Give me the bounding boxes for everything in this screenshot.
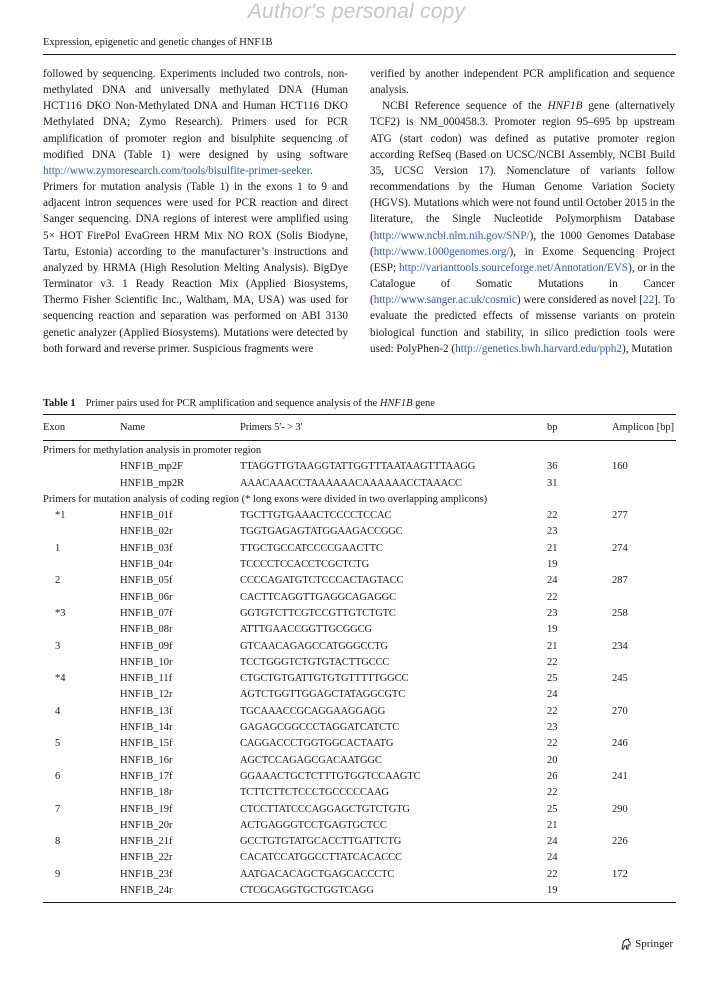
cell-bp: 21 xyxy=(547,819,558,831)
table-row xyxy=(43,736,676,752)
cell-primer: TGCTTGTGAAACTCCCCTCCAC xyxy=(240,510,392,522)
header-primers: Primers 5′- > 3′ xyxy=(240,422,303,433)
cell-name: HNF1B_20r xyxy=(120,819,173,831)
table-caption xyxy=(43,398,435,409)
ncbi-snp-link[interactable]: http://www.ncbi.nlm.nih.gov/SNP/ xyxy=(373,229,530,242)
cell-primer: GTCAACAGAGCCATGGGCCTG xyxy=(240,640,388,652)
cell-primer: CTGCTGTGATTGTGTGTTTTTGGCC xyxy=(240,673,409,685)
cell-exon: 3 xyxy=(55,640,61,652)
cell-name: HNF1B_03f xyxy=(120,542,173,554)
table-row xyxy=(43,883,676,899)
cell-bp: 23 xyxy=(547,722,558,734)
table-row xyxy=(43,671,676,687)
header-amplicon: Amplicon [bp] xyxy=(612,422,675,433)
cell-bp: 22 xyxy=(547,868,558,880)
table-row xyxy=(43,655,676,671)
cell-bp: 22 xyxy=(547,738,558,750)
cell-name: HNF1B_14r xyxy=(120,722,173,734)
cell-amplicon: 226 xyxy=(612,836,628,848)
watermark: Author's personal copy xyxy=(247,0,466,23)
cell-exon: 9 xyxy=(55,868,61,880)
table-bottom-rule xyxy=(43,902,676,903)
cell-exon: *1 xyxy=(55,510,66,522)
cell-bp: 22 xyxy=(547,656,558,668)
cell-name: HNF1B_06r xyxy=(120,591,173,603)
cell-name: HNF1B_21f xyxy=(120,836,173,848)
cell-bp: 19 xyxy=(547,559,558,571)
cell-bp: 22 xyxy=(547,705,558,717)
table-row xyxy=(43,524,676,540)
caption-gene: HNF1B xyxy=(379,398,413,409)
cell-exon: 7 xyxy=(55,803,61,815)
cell-primer: TCCCCTCCACCTCGCTCTG xyxy=(240,559,370,571)
cell-bp: 24 xyxy=(547,836,558,848)
cell-primer: TCCTGGGTCTGTGTACTTGCCC xyxy=(240,656,390,668)
table-row xyxy=(43,606,676,622)
table-row xyxy=(43,590,676,606)
cell-name: HNF1B_16r xyxy=(120,754,173,766)
table-row xyxy=(43,687,676,703)
table-top-rule xyxy=(43,414,676,415)
cell-name: HNF1B_24r xyxy=(120,885,173,897)
cell-primer: TTAGGTTGTAAGGTATTGGTTTAATAAGTTTAAGG xyxy=(240,461,476,473)
cell-amplicon: 274 xyxy=(612,542,628,554)
cell-name: HNF1B_04r xyxy=(120,559,173,571)
header-rule xyxy=(43,440,676,441)
cell-bp: 21 xyxy=(547,542,558,554)
table-row xyxy=(43,785,676,801)
right-paragraph-1: verified by another independent PCR amplification and sequence analysis. xyxy=(370,68,675,97)
cell-name: HNF1B_05f xyxy=(120,575,173,587)
table-row xyxy=(43,753,676,769)
right-column xyxy=(370,66,675,357)
cell-primer: GAGAGCGGCCCTAGGATCATCTC xyxy=(240,722,400,734)
cell-name: HNF1B_22r xyxy=(120,852,173,864)
cell-exon: 4 xyxy=(55,705,61,717)
text-run: NCBI Reference sequence of the xyxy=(382,100,548,113)
varianttools-link[interactable]: http://varianttools.sourceforge.net/Annotation/EVS xyxy=(399,261,629,274)
text-run: ), the 1000 Genomes Database ( xyxy=(370,229,675,258)
publisher-name: Springer xyxy=(635,938,673,950)
table-row xyxy=(43,557,676,573)
header-exon: Exon xyxy=(43,422,66,433)
cell-exon: 2 xyxy=(55,575,61,587)
text-run: . Primers for mutation analysis (Table 1) in the exons 1 to 9 and adjacent intron sequences were used for PCR reaction and direct Sanger sequencing. DNA regions of interest were amplified using 5× HOT FirePol EvaGreen HRM Mix NO ROX (Solis Biodyne, Tartu, Estonia) according to the manufacturer’s instructions and analyzed by HRMA (High Resolution Melting Analysis). BigDye Terminator v3. 1 Ready Reaction Mix (Applied Biosystems, Thermo Fisher Scientific Inc., Waltham, MA, USA) was used for sequencing reaction and separation was performed on ABI 3130 genetic analyzer (Applied Biosystems). Mutations were detected by both forward and reverse primer. Suspicious fragments were xyxy=(43,164,348,355)
cell-bp: 25 xyxy=(547,803,558,815)
cell-primer: CTCCTTATCCCAGGAGCTGTCTGTG xyxy=(240,803,410,815)
cell-amplicon: 172 xyxy=(612,868,628,880)
cell-primer: AGCTCCAGAGCGACAATGGC xyxy=(240,754,382,766)
cell-primer: AATGACACAGCTGAGCACCCTC xyxy=(240,868,395,880)
cell-amplicon: 277 xyxy=(612,510,628,522)
cell-bp: 24 xyxy=(547,575,558,587)
reference-22-link[interactable]: 22 xyxy=(642,294,655,307)
cell-bp: 23 xyxy=(547,526,558,538)
table-row xyxy=(43,459,676,475)
cell-bp: 31 xyxy=(547,477,558,489)
table-row xyxy=(43,476,676,492)
section-label: Primers for methylation analysis in promoter region xyxy=(43,445,262,456)
cell-amplicon: 270 xyxy=(612,705,628,717)
text-run: followed by sequencing. Experiments included two controls, non-methylated DNA and universally methylated DNA (Human HCT116 DKO Non-Methylated DNA and Human HCT116 DKO Methylated DNA; Zymo Research). Primers used for PCR amplification of promoter region and bisulphite sequencing of modified DNA (Table 1) were designed by using software xyxy=(43,68,348,161)
section-mutation xyxy=(43,492,676,508)
text-run: gene (alternatively TCF2) is NM_000458.3. Promoter region 95–695 bp upstream ATG (start codon) was defined as putative promoter region according RefSeq (Based on UCSC/NCBI Assembly, NCBI Build 35, UCSC Version 17). Nomenclature of variants follow recommendations by the Human Genome Variation Society (HGVS). Mutations which were not found until October 2015 in the literature, the Single Nucleotide Polymorphism Database ( xyxy=(370,100,675,242)
text-run: ) were considered as novel [ xyxy=(516,294,643,307)
section-label: Primers for mutation analysis of coding region (* long exons were divided in two overlapping amplicons) xyxy=(43,493,488,505)
cell-amplicon: 287 xyxy=(612,575,628,587)
cell-name: HNF1B_23f xyxy=(120,868,173,880)
text-run: ), in Exome Sequencing Project (ESP; xyxy=(370,245,675,274)
table-row xyxy=(43,818,676,834)
cell-name: HNF1B_15f xyxy=(120,738,173,750)
cell-exon: 8 xyxy=(55,836,61,848)
cell-amplicon: 258 xyxy=(612,607,628,619)
cell-name: HNF1B_13f xyxy=(120,705,173,717)
cell-name: HNF1B_02r xyxy=(120,526,173,538)
cell-name: HNF1B_09f xyxy=(120,640,173,652)
cell-bp: 19 xyxy=(547,885,558,897)
cell-primer: AGTCTGGTTGGAGCTATAGGCGTC xyxy=(240,689,406,701)
table-label: Table 1 xyxy=(43,398,76,409)
cell-name: HNF1B_11f xyxy=(120,673,173,685)
cell-primer: TGGTGAGAGTATGGAAGACCGGC xyxy=(240,526,403,538)
text-run: ), Mutation xyxy=(622,342,673,355)
cell-primer: TGCAAACCGCAGGAAGGAGG xyxy=(240,705,386,717)
cosmic-link[interactable]: http://www.sanger.ac.uk/cosmic xyxy=(373,294,517,307)
methylation-rows xyxy=(43,459,676,492)
section-methylation xyxy=(43,443,676,459)
cell-bp: 22 xyxy=(547,510,558,522)
table-row xyxy=(43,704,676,720)
cell-name: HNF1B_10r xyxy=(120,656,173,668)
caption-text: Primer pairs used for PCR amplification and sequence analysis of the xyxy=(85,398,380,409)
table-row xyxy=(43,834,676,850)
left-column xyxy=(43,66,348,357)
cell-bp: 21 xyxy=(547,640,558,652)
table-row xyxy=(43,508,676,524)
cell-primer: GGTGTCTTCGTCCGTTGTCTGTC xyxy=(240,607,396,619)
cell-primer: TTGCTGCCATCCCCGAACTTC xyxy=(240,542,383,554)
cell-bp: 20 xyxy=(547,754,558,766)
cell-bp: 23 xyxy=(547,607,558,619)
cell-primer: CAGGACCCTGGTGGCACTAATG xyxy=(240,738,394,750)
cell-exon: 6 xyxy=(55,770,61,782)
cell-primer: GGAAACTGCTCTTTGTGGTCCAAGTC xyxy=(240,770,421,782)
table-row xyxy=(43,769,676,785)
cell-bp: 19 xyxy=(547,624,558,636)
table-row xyxy=(43,541,676,557)
cell-amplicon: 246 xyxy=(612,738,628,750)
cell-exon: *3 xyxy=(55,607,66,619)
cell-name: HNF1B_mp2R xyxy=(120,477,185,489)
left-paragraph xyxy=(43,66,348,357)
mutation-rows xyxy=(43,508,676,899)
cell-bp: 22 xyxy=(547,591,558,603)
header-bp: bp xyxy=(547,422,558,433)
cell-bp: 22 xyxy=(547,787,558,799)
cell-amplicon: 160 xyxy=(612,461,628,473)
cell-bp: 24 xyxy=(547,689,558,701)
cell-name: HNF1B_17f xyxy=(120,770,173,782)
primer-table xyxy=(43,418,676,903)
table-row xyxy=(43,802,676,818)
cell-name: HNF1B_01f xyxy=(120,510,173,522)
cell-exon: *4 xyxy=(55,673,66,685)
cell-primer: TCTTCTTCTCCCTGCCCCCAAG xyxy=(240,787,389,799)
table-row xyxy=(43,573,676,589)
cell-primer: GCCTGTGTATGCACCTTGATTCTG xyxy=(240,836,402,848)
cell-primer: ATTTGAACCGGTTGCGGCG xyxy=(240,624,372,636)
polyphen-link[interactable]: http://genetics.bwh.harvard.edu/pph2 xyxy=(455,342,622,355)
gene-name: HNF1B xyxy=(547,100,583,113)
cell-exon: 5 xyxy=(55,738,61,750)
cell-primer: ACTGAGGGTCCTGAGTGCTCC xyxy=(240,819,387,831)
text-run: ]. To evaluate the predicted effects of missense variants on protein biological function and stability, in silico prediction tools were used: PolyPhen-2 ( xyxy=(370,294,675,355)
table-row xyxy=(43,639,676,655)
cell-amplicon: 241 xyxy=(612,770,628,782)
text-run: ), or in the Catalogue of Somatic Mutations in Cancer ( xyxy=(370,261,675,307)
cell-bp: 26 xyxy=(547,770,558,782)
cell-primer: CTCGCAGGTGCTGGTCAGG xyxy=(240,885,374,897)
table-row xyxy=(43,867,676,883)
cell-amplicon: 234 xyxy=(612,640,628,652)
cell-primer: CACTTCAGGTTGAGGCAGAGGC xyxy=(240,591,396,603)
springer-logo xyxy=(620,938,673,950)
table-header-row xyxy=(43,418,676,440)
cell-bp: 25 xyxy=(547,673,558,685)
table-row xyxy=(43,622,676,638)
cell-exon: 1 xyxy=(55,542,61,554)
caption-text: gene xyxy=(412,398,435,409)
cell-name: HNF1B_18r xyxy=(120,787,173,799)
genomes-link[interactable]: http://www.1000genomes.org/ xyxy=(373,245,510,258)
cell-name: HNF1B_08r xyxy=(120,624,173,636)
cell-primer: AAACAAACCTAAAAAACAAAAAACCTAAACC xyxy=(240,477,462,489)
cell-name: HNF1B_mp2F xyxy=(120,461,184,473)
springer-horse-icon xyxy=(620,938,632,950)
cell-amplicon: 290 xyxy=(612,803,628,815)
cell-amplicon: 245 xyxy=(612,673,628,685)
header-name: Name xyxy=(120,422,146,433)
cell-bp: 36 xyxy=(547,461,558,473)
header-rule xyxy=(43,54,676,55)
cell-bp: 24 xyxy=(547,852,558,864)
cell-primer: CACATCCATGGCCTTATCACACCC xyxy=(240,852,402,864)
cell-name: HNF1B_12r xyxy=(120,689,173,701)
right-paragraph-2 xyxy=(370,98,675,357)
table-row xyxy=(43,720,676,736)
cell-primer: CCCCAGATGTCTCCCACTAGTACC xyxy=(240,575,404,587)
zymo-link[interactable]: http://www.zymoresearch.com/tools/bisulfite-primer-seeker xyxy=(43,164,310,177)
cell-name: HNF1B_19f xyxy=(120,803,173,815)
cell-name: HNF1B_07f xyxy=(120,607,173,619)
table-row xyxy=(43,850,676,866)
running-head: Expression, epigenetic and genetic changes of HNF1B xyxy=(43,37,273,48)
